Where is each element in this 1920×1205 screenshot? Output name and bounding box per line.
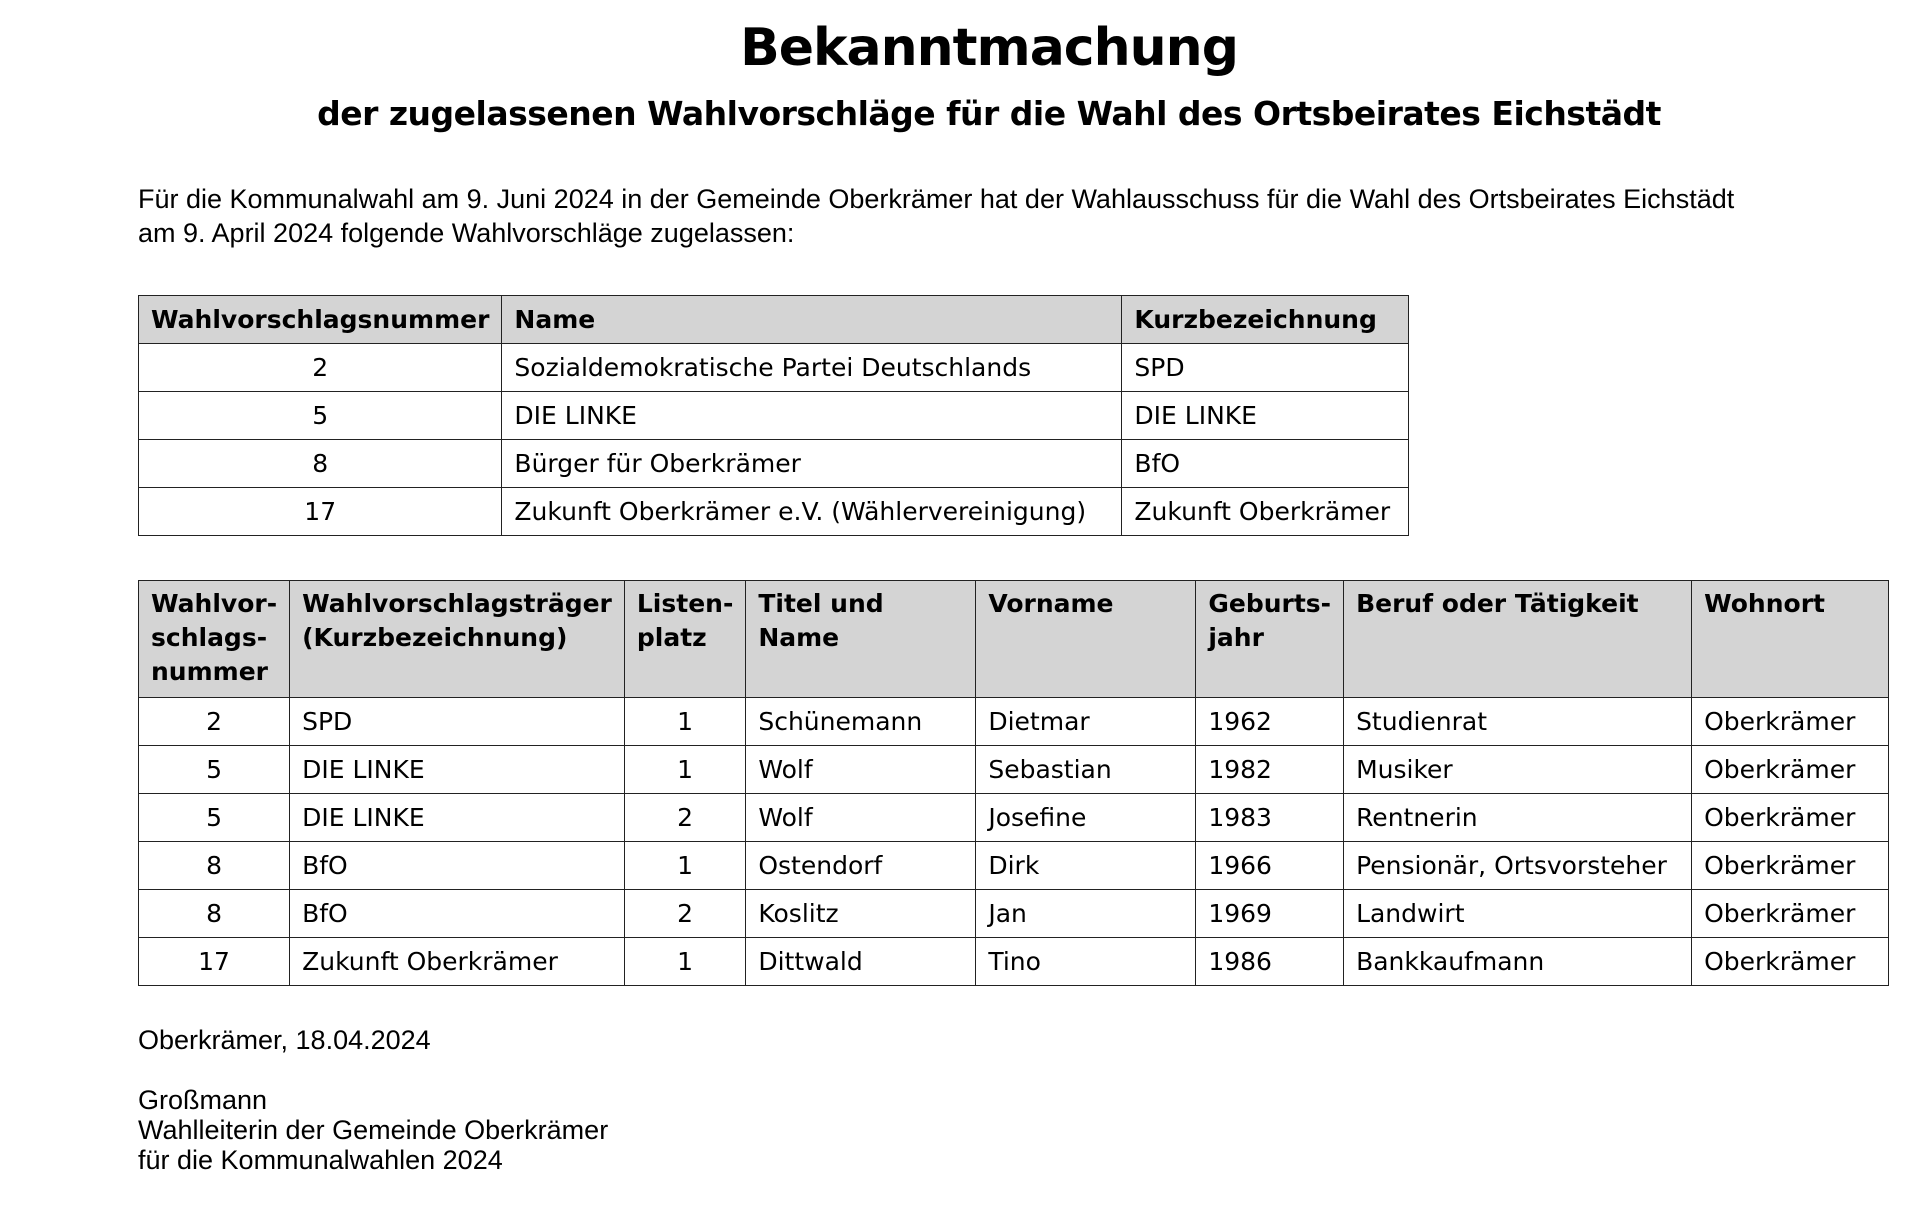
table-header-row — [139, 581, 1889, 698]
table-cell: Bankkaufmann — [1344, 938, 1692, 986]
column-header: Vorname — [976, 581, 1196, 698]
table-cell: Landwirt — [1344, 890, 1692, 938]
table-cell: Pensionär, Ortsvorsteher — [1344, 842, 1692, 890]
table-cell: Zukunft Oberkrämer e.V. (Wählervereinigung) — [502, 488, 1122, 536]
table-cell: Koslitz — [746, 890, 976, 938]
signer-scope: für die Kommunalwahlen 2024 — [138, 1145, 503, 1175]
table-row — [139, 842, 1889, 890]
table-cell: 2 — [624, 890, 745, 938]
table-row — [139, 440, 1409, 488]
table-cell: SPD — [290, 698, 625, 746]
table-cell: 1966 — [1196, 842, 1344, 890]
intro-paragraph — [138, 182, 1898, 250]
table-cell: 2 — [624, 794, 745, 842]
table-cell: 1962 — [1196, 698, 1344, 746]
table-cell: DIE LINKE — [1122, 392, 1409, 440]
table-cell: Schünemann — [746, 698, 976, 746]
table-cell: 1 — [624, 842, 745, 890]
table-row — [139, 890, 1889, 938]
signer-role: Wahlleiterin der Gemeinde Oberkrämer — [138, 1115, 609, 1145]
table-cell: Dittwald — [746, 938, 976, 986]
table-cell: Zukunft Oberkrämer — [290, 938, 625, 986]
table-cell: DIE LINKE — [290, 746, 625, 794]
table-cell: 1 — [624, 746, 745, 794]
column-header: Listen- platz — [624, 581, 745, 698]
column-header: Titel und Name — [746, 581, 976, 698]
table-cell: 1 — [624, 698, 745, 746]
intro-line: am 9. April 2024 folgende Wahlvorschläge zugelassen: — [138, 218, 795, 248]
table-cell: 1982 — [1196, 746, 1344, 794]
table-cell: Sozialdemokratische Partei Deutschlands — [502, 344, 1122, 392]
column-header: Wohnort — [1692, 581, 1889, 698]
table-row — [139, 344, 1409, 392]
table-row — [139, 938, 1889, 986]
column-header: Kurzbezeichnung — [1122, 296, 1409, 344]
table-cell: BfO — [290, 842, 625, 890]
column-header: Wahlvorschlagsträger (Kurzbezeichnung) — [290, 581, 625, 698]
table-row — [139, 698, 1889, 746]
table-cell: Jan — [976, 890, 1196, 938]
table-cell: DIE LINKE — [290, 794, 625, 842]
column-header: Geburts- jahr — [1196, 581, 1344, 698]
column-header: Name — [502, 296, 1122, 344]
table-cell: 1 — [624, 938, 745, 986]
table-cell: 17 — [139, 488, 502, 536]
table-cell: SPD — [1122, 344, 1409, 392]
table-cell: Dirk — [976, 842, 1196, 890]
place-date: Oberkrämer, 18.04.2024 — [138, 1025, 431, 1055]
table-cell: 8 — [139, 842, 290, 890]
table-cell: BfO — [1122, 440, 1409, 488]
column-header: Wahlvor- schlags- nummer — [139, 581, 290, 698]
candidate-table — [138, 580, 1889, 986]
table-cell: Oberkrämer — [1692, 890, 1889, 938]
table-header-row — [139, 296, 1409, 344]
table-cell: Josefine — [976, 794, 1196, 842]
table-cell: 17 — [139, 938, 290, 986]
table-cell: 1986 — [1196, 938, 1344, 986]
table-row — [139, 794, 1889, 842]
party-table — [138, 295, 1409, 536]
signer-name: Großmann — [138, 1085, 268, 1115]
table-cell: Zukunft Oberkrämer — [1122, 488, 1409, 536]
table-cell: Dietmar — [976, 698, 1196, 746]
column-header: Wahlvorschlagsnummer — [139, 296, 502, 344]
table-cell: DIE LINKE — [502, 392, 1122, 440]
table-cell: Oberkrämer — [1692, 938, 1889, 986]
table-cell: Oberkrämer — [1692, 698, 1889, 746]
table-cell: 8 — [139, 440, 502, 488]
table-cell: 1983 — [1196, 794, 1344, 842]
page-title: Bekanntmachung — [740, 18, 1238, 78]
table-cell: Wolf — [746, 794, 976, 842]
table-cell: 5 — [139, 746, 290, 794]
table-cell: 2 — [139, 344, 502, 392]
table-cell: Sebastian — [976, 746, 1196, 794]
table-cell: Musiker — [1344, 746, 1692, 794]
table-cell: Oberkrämer — [1692, 746, 1889, 794]
intro-line: Für die Kommunalwahl am 9. Juni 2024 in der Gemeinde Oberkrämer hat der Wahlausschuss für die Wahl des Ortsbeirates Eichstädt — [138, 184, 1735, 214]
table-cell: Wolf — [746, 746, 976, 794]
table-cell: Oberkrämer — [1692, 794, 1889, 842]
table-row — [139, 746, 1889, 794]
signature-block — [138, 1085, 608, 1175]
page-subtitle: der zugelassenen Wahlvorschläge für die Wahl des Ortsbeirates Eichstädt — [317, 94, 1661, 133]
table-cell: 2 — [139, 698, 290, 746]
table-cell: Oberkrämer — [1692, 842, 1889, 890]
table-row — [139, 392, 1409, 440]
table-row — [139, 488, 1409, 536]
table-cell: Tino — [976, 938, 1196, 986]
table-cell: 8 — [139, 890, 290, 938]
table-cell: Bürger für Oberkrämer — [502, 440, 1122, 488]
table-cell: Studienrat — [1344, 698, 1692, 746]
table-cell: 5 — [139, 392, 502, 440]
table-cell: 1969 — [1196, 890, 1344, 938]
table-cell: Ostendorf — [746, 842, 976, 890]
table-cell: 5 — [139, 794, 290, 842]
column-header: Beruf oder Tätigkeit — [1344, 581, 1692, 698]
table-cell: BfO — [290, 890, 625, 938]
table-cell: Rentnerin — [1344, 794, 1692, 842]
